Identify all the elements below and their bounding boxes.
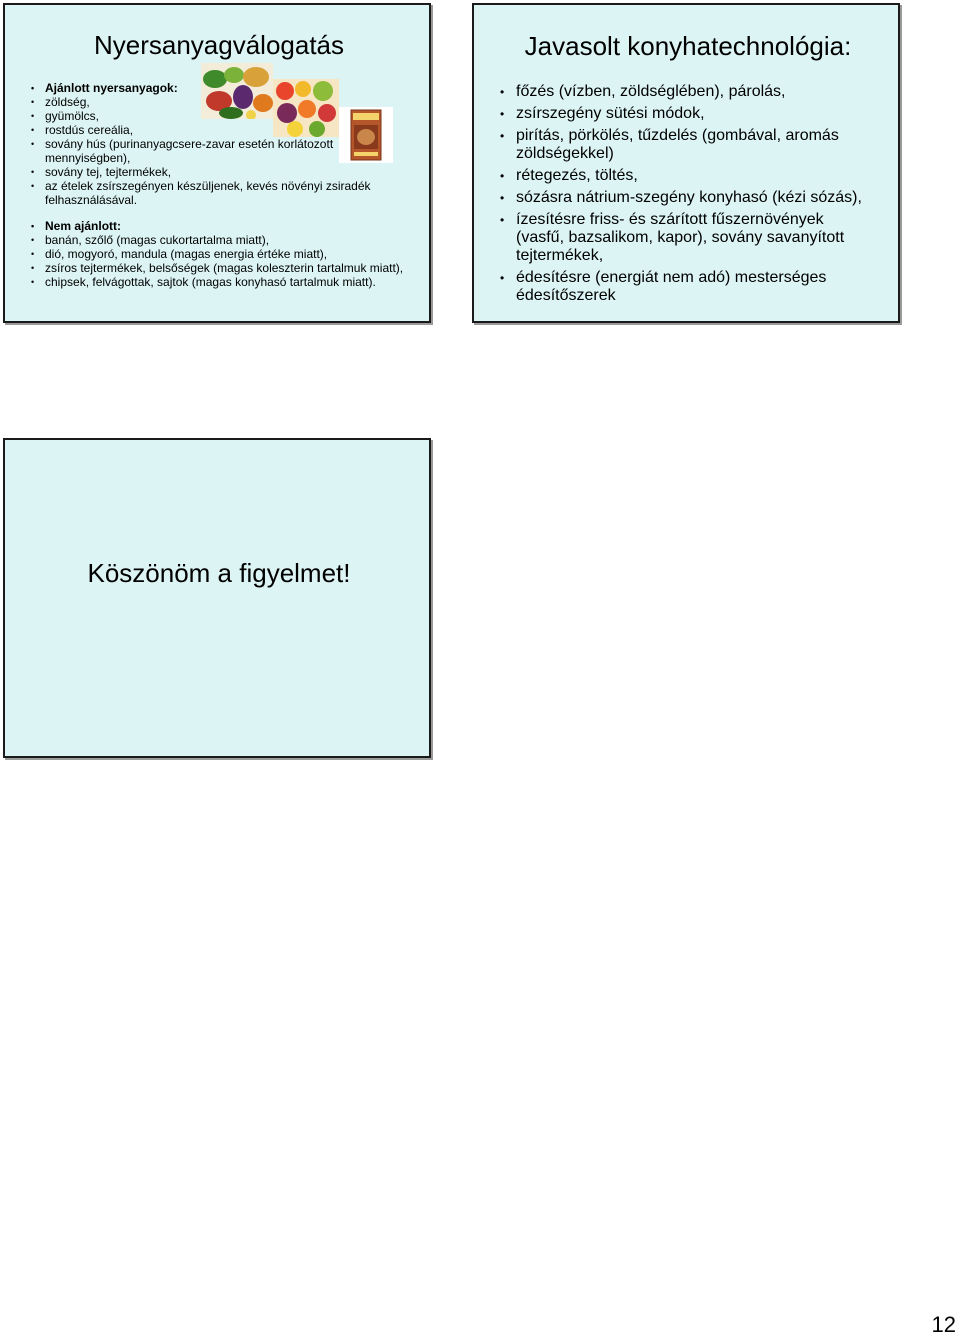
recommended-list <box>31 81 417 207</box>
list-item: • zsírszegény sütési módok, <box>500 105 896 123</box>
recommended-header: • Ajánlott nyersanyagok: <box>31 81 417 95</box>
list-item: • főzés (vízben, zöldséglében), párolás, <box>500 83 896 101</box>
list-item: • pirítás, pörkölés, tűzdelés (gombával, aromás zöldségekkel) <box>500 127 856 163</box>
list-item: • zöldség, <box>31 95 417 109</box>
list-item: • chipsek, felvágottak, sajtok (magas konyhasó tartalmuk miatt). <box>31 275 417 289</box>
slide-content <box>500 83 896 309</box>
list-item: • banán, szőlő (magas cukortartalma miatt), <box>31 233 417 247</box>
list-item: • rétegezés, töltés, <box>500 167 896 185</box>
slide-title: Javasolt konyhatechnológia: <box>524 31 852 61</box>
page-number: 12 <box>931 1312 956 1337</box>
list-item: • zsíros tejtermékek, belsőségek (magas koleszterin tartalmuk miatt), <box>31 261 417 275</box>
list-item: • az ételek zsírszegényen készüljenek, kevés növényi zsiradék felhasználásával. <box>31 179 385 207</box>
list-item: • sovány hús (purinanyagcsere-zavar esetén korlátozott mennyiségben), <box>31 137 345 165</box>
slide-title: Nyersanyagválogatás <box>93 30 345 60</box>
list-item: • édesítésre (energiát nem adó) mesterséges édesítőszerek <box>500 269 846 305</box>
list-item: • rostdús cereália, <box>31 123 417 137</box>
technology-list <box>500 83 896 305</box>
list-item: • sózásra nátrium-szegény konyhasó (kézi sózás), <box>500 189 896 207</box>
not-recommended-list <box>31 219 417 289</box>
list-item: • gyümölcs, <box>31 109 417 123</box>
slide-koszonom <box>3 438 431 758</box>
not-recommended-header: • Nem ajánlott: <box>31 219 417 233</box>
list-item: • ízesítésre friss- és szárított fűszernövények (vasfű, bazsalikom, kapor), sovány savanyított tejtermékek, <box>500 211 866 265</box>
slide-nyersanyagvalogatas <box>3 3 431 323</box>
slide-content <box>31 81 417 289</box>
slide-javasolt-konyhatechnologia <box>472 3 900 323</box>
list-item: • dió, mogyoró, mandula (magas energia értéke miatt), <box>31 247 417 261</box>
list-item: • sovány tej, tejtermékek, <box>31 165 417 179</box>
slide-title: Köszönöm a figyelmet! <box>87 558 351 588</box>
